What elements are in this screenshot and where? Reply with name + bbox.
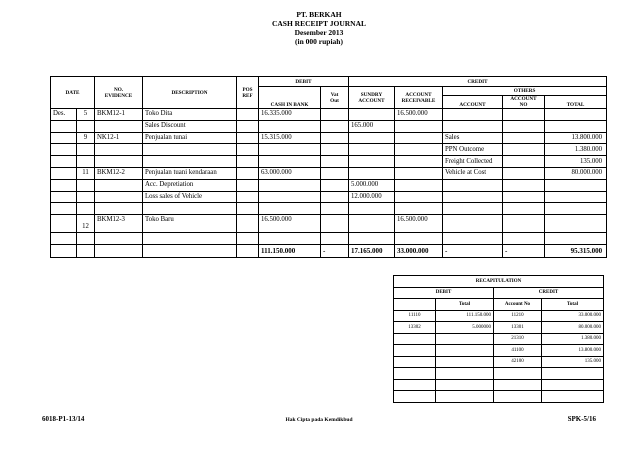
description-cell bbox=[143, 144, 237, 156]
recap-debit-account bbox=[394, 379, 436, 391]
others-account-cell: PPN Outcome bbox=[443, 144, 503, 156]
day-cell bbox=[77, 179, 95, 191]
pos-ref-cell bbox=[237, 233, 259, 245]
sundry-cell bbox=[349, 215, 395, 233]
vat-cell bbox=[321, 233, 349, 245]
recapitulation-table bbox=[393, 275, 604, 403]
recap-row bbox=[394, 391, 604, 403]
evidence-cell: BKM12-2 bbox=[95, 167, 143, 179]
others-total-cell bbox=[545, 191, 607, 203]
cash-cell bbox=[259, 120, 321, 132]
company-name: PT. BERKAH bbox=[296, 10, 342, 19]
recap-debit-header: DEBIT bbox=[394, 287, 494, 299]
pos-ref-cell bbox=[237, 179, 259, 191]
ar-cell bbox=[395, 144, 443, 156]
evidence-cell bbox=[95, 179, 143, 191]
others-total-cell bbox=[545, 203, 607, 215]
journal-unit: (in 000 rupiah) bbox=[295, 37, 343, 46]
evidence-cell bbox=[95, 156, 143, 168]
sundry-account-header bbox=[349, 87, 395, 109]
others-account-cell: Vehicle at Cost bbox=[443, 167, 503, 179]
ar-cell bbox=[395, 203, 443, 215]
recap-row bbox=[394, 345, 604, 357]
others-total-cell bbox=[545, 215, 607, 233]
pos-ref-cell bbox=[237, 120, 259, 132]
recap-debit-total: 5.000000 bbox=[436, 322, 494, 334]
recap-row bbox=[394, 310, 604, 322]
ar-cell bbox=[395, 156, 443, 168]
sundry-cell bbox=[349, 109, 395, 121]
recap-credit-account: 42100 bbox=[494, 356, 542, 368]
evidence-cell: NK12-1 bbox=[95, 132, 143, 144]
recap-debit-account bbox=[394, 356, 436, 368]
recap-debit-account: 13302 bbox=[394, 322, 436, 334]
total-ar-cell: 33.000.000 bbox=[395, 244, 443, 257]
vat-cell bbox=[321, 156, 349, 168]
footer-page-code: SPK-5/16 bbox=[567, 415, 596, 423]
sundry-cell bbox=[349, 167, 395, 179]
recap-debit-total bbox=[436, 333, 494, 345]
month-cell bbox=[51, 233, 77, 245]
vat-cell bbox=[321, 191, 349, 203]
day-cell bbox=[77, 203, 95, 215]
recap-credit-total: 33.000.000 bbox=[542, 310, 604, 322]
others-total-cell bbox=[545, 109, 607, 121]
description-cell bbox=[143, 233, 237, 245]
vat-cell bbox=[321, 215, 349, 233]
sundry-cell: 12.000.000 bbox=[349, 191, 395, 203]
empty-cell bbox=[77, 244, 95, 257]
table-row bbox=[51, 156, 607, 168]
recap-credit-total-header: Total bbox=[542, 299, 604, 311]
ar-header-line1: ACCOUNT bbox=[405, 91, 432, 98]
table-row bbox=[51, 233, 607, 245]
description-cell: Penjualan tuani kendaraan bbox=[143, 167, 237, 179]
pos-ref-cell bbox=[237, 132, 259, 144]
pos-ref-cell bbox=[237, 144, 259, 156]
vat-out-header-line2: Out bbox=[330, 97, 339, 104]
pos-ref-header-line2: REF bbox=[242, 92, 253, 99]
others-total-cell: 13.800.000 bbox=[545, 132, 607, 144]
total-vat-cell: - bbox=[321, 244, 349, 257]
others-total-cell bbox=[545, 233, 607, 245]
evidence-header-line1: NO. bbox=[113, 86, 124, 93]
others-account-no-cell bbox=[503, 191, 545, 203]
vat-cell bbox=[321, 179, 349, 191]
total-cash-cell: 111.150.000 bbox=[259, 244, 321, 257]
cash-cell bbox=[259, 203, 321, 215]
empty-cell bbox=[143, 244, 237, 257]
recap-credit-account bbox=[494, 379, 542, 391]
vat-out-header-line1: Vat bbox=[330, 91, 339, 98]
recap-credit-header: CREDIT bbox=[494, 287, 604, 299]
recap-debit-total bbox=[436, 391, 494, 403]
recap-credit-account: 21310 bbox=[494, 333, 542, 345]
evidence-cell bbox=[95, 191, 143, 203]
month-cell bbox=[51, 132, 77, 144]
pos-ref-cell bbox=[237, 156, 259, 168]
recap-row bbox=[394, 356, 604, 368]
vat-out-header bbox=[321, 87, 349, 109]
recap-title: RECAPITULATION bbox=[394, 276, 604, 288]
others-account-no-cell bbox=[503, 120, 545, 132]
sundry-cell bbox=[349, 203, 395, 215]
description-header: DESCRIPTION bbox=[143, 77, 237, 109]
others-account-no-line1: ACCOUNT bbox=[510, 96, 537, 102]
description-cell: Loss sales of Vehicle bbox=[143, 191, 237, 203]
others-account-no-cell bbox=[503, 167, 545, 179]
recap-credit-total: 135.000 bbox=[542, 356, 604, 368]
description-cell: Sales Discount bbox=[143, 120, 237, 132]
table-row bbox=[51, 109, 607, 121]
recap-row bbox=[394, 333, 604, 345]
total-sundry-cell: 17.165.000 bbox=[349, 244, 395, 257]
pos-ref-header bbox=[237, 77, 259, 109]
table-row bbox=[51, 215, 607, 233]
footer-code: 6018-P1-13/14 bbox=[42, 415, 85, 423]
month-cell bbox=[51, 203, 77, 215]
sundry-cell: 165.000 bbox=[349, 120, 395, 132]
evidence-cell: BKM12-3 bbox=[95, 215, 143, 233]
vat-cell bbox=[321, 144, 349, 156]
ar-cell: 16.500.000 bbox=[395, 109, 443, 121]
others-account-cell bbox=[443, 109, 503, 121]
ar-cell bbox=[395, 191, 443, 203]
pos-ref-cell bbox=[237, 191, 259, 203]
evidence-cell bbox=[95, 120, 143, 132]
ar-cell bbox=[395, 132, 443, 144]
others-total-header: TOTAL bbox=[545, 96, 607, 109]
recap-debit-account bbox=[394, 333, 436, 345]
others-account-cell bbox=[443, 120, 503, 132]
table-row bbox=[51, 144, 607, 156]
cash-cell: 16.500.000 bbox=[259, 215, 321, 233]
recap-debit-total: 111.150.000 bbox=[436, 310, 494, 322]
evidence-header bbox=[95, 77, 143, 109]
ar-header-line2: RECEIVABLE bbox=[401, 97, 436, 104]
others-account-no-line2: NO bbox=[519, 102, 528, 108]
total-others-account-no-cell: - bbox=[503, 244, 545, 257]
sundry-header-line2: ACCOUNT bbox=[358, 97, 385, 104]
description-cell bbox=[143, 156, 237, 168]
recap-debit-account bbox=[394, 368, 436, 380]
day-cell: 11 bbox=[77, 167, 95, 179]
journal-title: CASH RECEIPT JOURNAL bbox=[271, 19, 367, 28]
month-cell bbox=[51, 156, 77, 168]
day-cell: 5 bbox=[77, 109, 95, 121]
cash-cell bbox=[259, 144, 321, 156]
recap-debit-total-header: Total bbox=[436, 299, 494, 311]
month-cell bbox=[51, 120, 77, 132]
table-row bbox=[51, 203, 607, 215]
vat-cell bbox=[321, 109, 349, 121]
others-header: OTHERS bbox=[443, 87, 607, 96]
cash-receipt-journal-table bbox=[50, 76, 607, 258]
recap-credit-account: 13301 bbox=[494, 322, 542, 334]
recap-debit-account bbox=[394, 345, 436, 357]
recap-credit-account bbox=[494, 368, 542, 380]
footer-copyright: Hak Cipta pada Kemdikbud bbox=[285, 417, 353, 423]
recap-debit-total bbox=[436, 356, 494, 368]
recap-row bbox=[394, 322, 604, 334]
day-cell bbox=[77, 144, 95, 156]
recap-credit-total: 1.380.000 bbox=[542, 333, 604, 345]
day-cell bbox=[77, 233, 95, 245]
others-account-no-cell bbox=[503, 233, 545, 245]
evidence-cell bbox=[95, 203, 143, 215]
sundry-cell bbox=[349, 233, 395, 245]
others-account-cell: Sales bbox=[443, 132, 503, 144]
ar-cell bbox=[395, 233, 443, 245]
day-cell bbox=[77, 191, 95, 203]
cash-cell bbox=[259, 191, 321, 203]
ar-cell bbox=[395, 120, 443, 132]
table-row bbox=[51, 167, 607, 179]
others-account-cell bbox=[443, 191, 503, 203]
others-account-no-cell bbox=[503, 215, 545, 233]
others-account-no-header bbox=[503, 96, 545, 109]
recap-credit-total: 80.000.000 bbox=[542, 322, 604, 334]
recap-credit-total: 13.800.000 bbox=[542, 345, 604, 357]
cash-cell bbox=[259, 233, 321, 245]
recap-credit-total bbox=[542, 368, 604, 380]
cash-cell bbox=[259, 179, 321, 191]
pos-ref-cell bbox=[237, 109, 259, 121]
month-cell bbox=[51, 167, 77, 179]
totals-row bbox=[51, 244, 607, 257]
evidence-cell: BKM12-1 bbox=[95, 109, 143, 121]
cash-cell: 16.335.000 bbox=[259, 109, 321, 121]
table-row bbox=[51, 191, 607, 203]
others-account-no-cell bbox=[503, 132, 545, 144]
day-cell: 9 bbox=[77, 132, 95, 144]
others-account-no-cell bbox=[503, 203, 545, 215]
recap-credit-account: 41100 bbox=[494, 345, 542, 357]
recap-empty-header bbox=[394, 299, 436, 311]
empty-cell bbox=[95, 244, 143, 257]
sundry-cell bbox=[349, 132, 395, 144]
vat-cell bbox=[321, 203, 349, 215]
total-others-total-cell: 95.315.000 bbox=[545, 244, 607, 257]
description-cell: Toko Baru bbox=[143, 215, 237, 233]
journal-period: Desember 2013 bbox=[294, 28, 344, 37]
recap-debit-total bbox=[436, 368, 494, 380]
others-account-no-cell bbox=[503, 144, 545, 156]
others-account-no-cell bbox=[503, 109, 545, 121]
others-account-cell: Freight Collected bbox=[443, 156, 503, 168]
others-account-header: ACCOUNT bbox=[443, 96, 503, 109]
others-account-no-cell bbox=[503, 156, 545, 168]
sundry-cell: 5.000.000 bbox=[349, 179, 395, 191]
description-cell: Penjualan tunai bbox=[143, 132, 237, 144]
table-row bbox=[51, 120, 607, 132]
cash-cell bbox=[259, 156, 321, 168]
pos-ref-cell bbox=[237, 215, 259, 233]
day-cell bbox=[77, 156, 95, 168]
others-account-cell bbox=[443, 215, 503, 233]
description-cell bbox=[143, 203, 237, 215]
day-cell: 12 bbox=[77, 215, 95, 233]
table-row bbox=[51, 179, 607, 191]
recap-credit-total bbox=[542, 391, 604, 403]
evidence-cell bbox=[95, 233, 143, 245]
others-total-cell bbox=[545, 179, 607, 191]
others-account-no-cell bbox=[503, 179, 545, 191]
description-cell: Acc. Depretiation bbox=[143, 179, 237, 191]
recap-debit-total bbox=[436, 345, 494, 357]
recap-row bbox=[394, 379, 604, 391]
credit-header: CREDIT bbox=[349, 77, 607, 87]
day-cell bbox=[77, 120, 95, 132]
recap-debit-total bbox=[436, 379, 494, 391]
others-account-cell bbox=[443, 233, 503, 245]
vat-cell bbox=[321, 120, 349, 132]
ar-cell: 16.500.000 bbox=[395, 215, 443, 233]
pos-ref-cell bbox=[237, 167, 259, 179]
evidence-cell bbox=[95, 144, 143, 156]
pos-ref-cell bbox=[237, 203, 259, 215]
debit-header: DEBIT bbox=[259, 77, 349, 87]
recap-debit-account: 11110 bbox=[394, 310, 436, 322]
evidence-header-line2: EVIDENCE bbox=[104, 92, 133, 99]
others-total-cell: 135.000 bbox=[545, 156, 607, 168]
date-header: DATE bbox=[51, 77, 95, 109]
recap-credit-account bbox=[494, 391, 542, 403]
sundry-header-line1: SUNDRY bbox=[360, 91, 383, 98]
others-total-cell: 1.380.000 bbox=[545, 144, 607, 156]
ar-cell bbox=[395, 179, 443, 191]
empty-cell bbox=[51, 244, 77, 257]
vat-cell bbox=[321, 132, 349, 144]
cash-cell: 63.000.000 bbox=[259, 167, 321, 179]
table-row bbox=[51, 132, 607, 144]
others-account-cell bbox=[443, 179, 503, 191]
vat-cell bbox=[321, 167, 349, 179]
sundry-cell bbox=[349, 144, 395, 156]
others-total-cell bbox=[545, 120, 607, 132]
ar-cell bbox=[395, 167, 443, 179]
description-cell: Toko Dita bbox=[143, 109, 237, 121]
pos-ref-header-line1: POS bbox=[242, 86, 253, 93]
cash-in-bank-header: CASH IN BANK bbox=[259, 87, 321, 109]
month-cell bbox=[51, 215, 77, 233]
empty-cell bbox=[237, 244, 259, 257]
recap-row bbox=[394, 368, 604, 380]
month-cell bbox=[51, 179, 77, 191]
total-others-account-cell: - bbox=[443, 244, 503, 257]
recap-debit-account bbox=[394, 391, 436, 403]
recap-credit-account: 11210 bbox=[494, 310, 542, 322]
others-account-cell bbox=[443, 203, 503, 215]
month-cell bbox=[51, 191, 77, 203]
month-cell: Des. bbox=[51, 109, 77, 121]
cash-cell: 15.315.000 bbox=[259, 132, 321, 144]
recap-credit-total bbox=[542, 379, 604, 391]
sundry-cell bbox=[349, 156, 395, 168]
others-total-cell: 80.000.000 bbox=[545, 167, 607, 179]
month-cell bbox=[51, 144, 77, 156]
document-header bbox=[0, 10, 638, 46]
account-receivable-header bbox=[395, 87, 443, 109]
recap-account-no-header: Account No bbox=[494, 299, 542, 311]
